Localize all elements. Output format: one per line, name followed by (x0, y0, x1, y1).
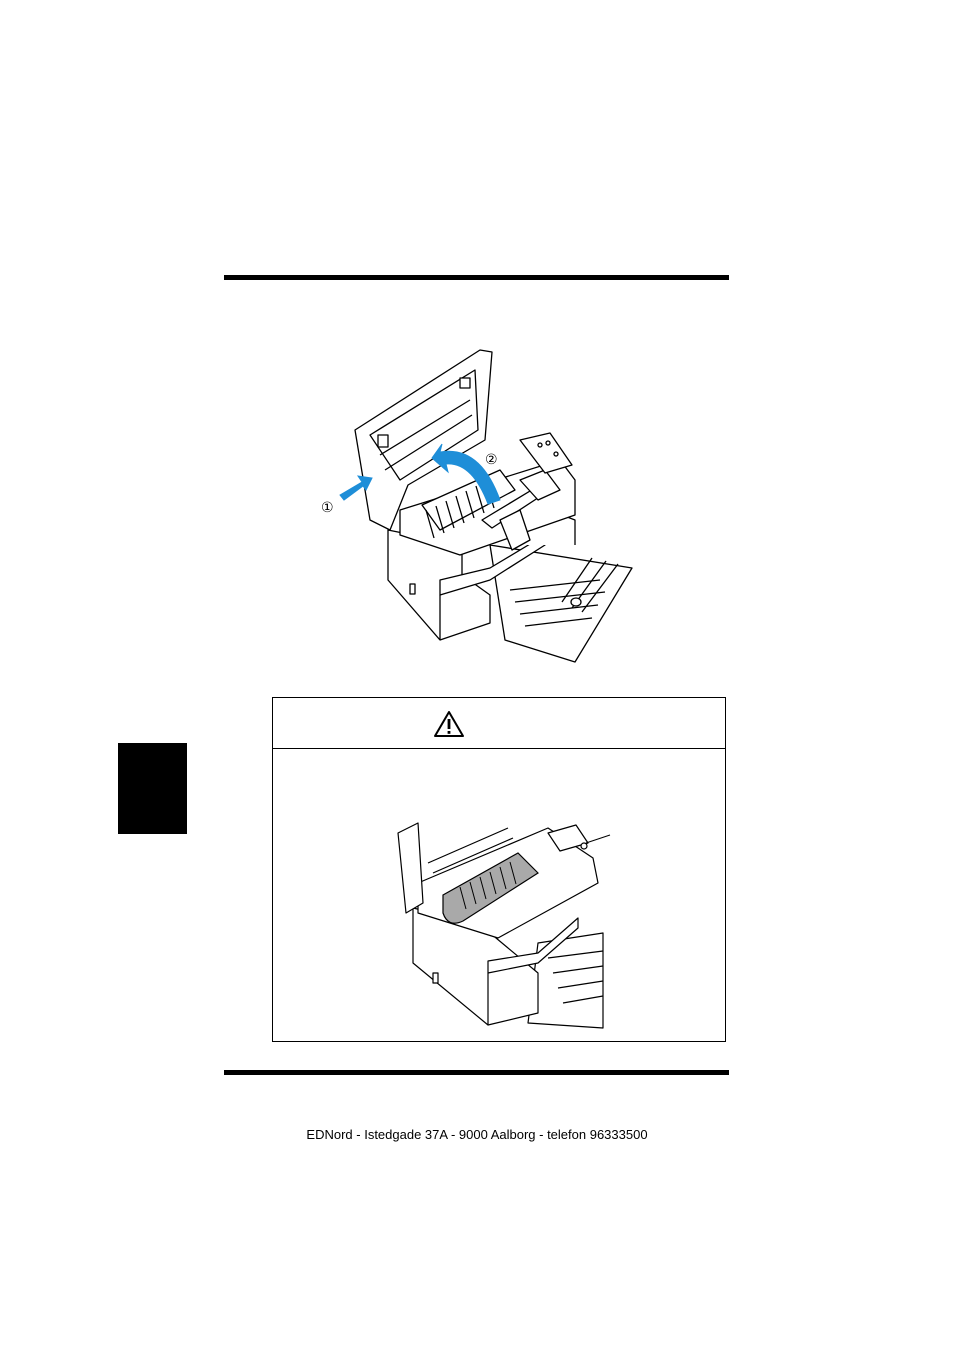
footer-rule (224, 1070, 729, 1075)
footer-address: EDNord - Istedgade 37A - 9000 Aalborg - telefon 96333500 (306, 1127, 648, 1142)
chapter-side-tab (118, 743, 187, 834)
printer-open-cover-illustration (300, 340, 640, 670)
warning-triangle-icon (433, 710, 465, 738)
header-rule (224, 275, 729, 280)
callout-2: ② (485, 452, 498, 468)
caution-box (272, 697, 726, 1042)
callout-1: ① (321, 500, 334, 516)
printer-fuser-illustration (388, 813, 618, 1033)
caution-header (273, 698, 725, 749)
